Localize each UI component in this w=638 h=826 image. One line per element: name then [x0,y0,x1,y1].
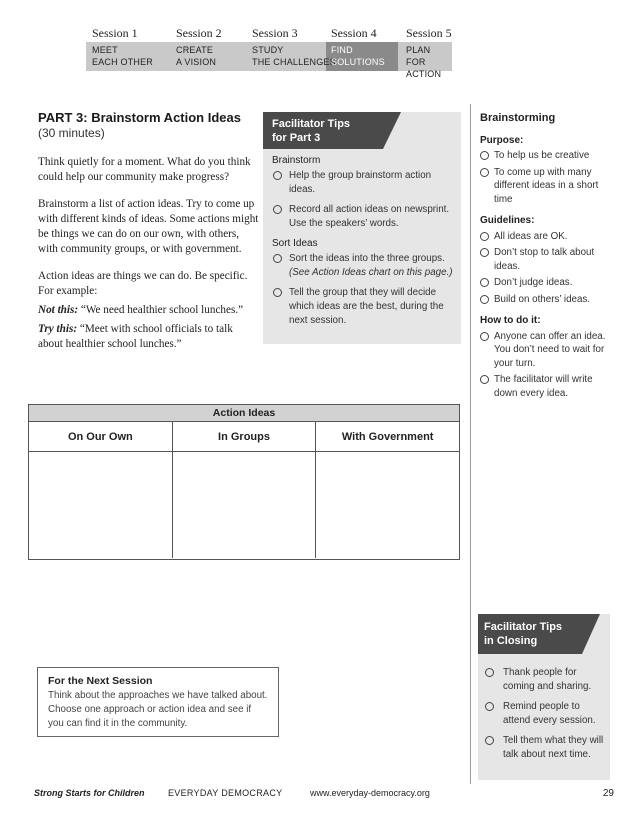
column-header-on-our-own: On Our Own [29,422,173,451]
circle-bullet-icon [273,254,282,263]
list-item: The facilitator will write down every idea. [480,373,616,400]
tip-item: Tell them what they will talk about next time. [484,734,608,762]
blank-cell-in-groups [173,452,317,558]
circle-bullet-icon [485,736,494,745]
circle-bullet-icon [480,168,489,177]
purpose-heading: Purpose: [480,134,524,146]
circle-bullet-icon [480,151,489,160]
session-4-subtitle: FIND SOLUTIONS [331,45,385,67]
list-item: All ideas are OK. [480,230,616,244]
list-item: Don’t stop to talk about ideas. [480,246,616,273]
tip-item: Record all action ideas on newsprint. Use the speakers’ words. [272,203,456,231]
session-5-label: Session 5 [406,26,452,40]
session-1-subtitle: MEET EACH OTHER [92,45,154,67]
action-ideas-table [28,404,460,560]
circle-bullet-icon [480,232,489,241]
blank-cell-with-government [316,452,459,558]
page-number: 29 [602,788,614,799]
brainstorming-sidebar [480,112,616,408]
circle-bullet-icon [480,248,489,257]
column-header-in-groups: In Groups [173,422,317,451]
brainstorm-heading: Brainstorm [272,155,321,166]
page-footer [34,788,614,802]
column-divider [470,104,471,784]
session-5-subtitle: PLAN FOR ACTION [406,45,442,79]
circle-bullet-icon [273,171,282,180]
circle-bullet-icon [273,205,282,214]
next-session-body: Think about the approaches we have talked about. Choose one approach or action idea and see if you can find it in the community. [48,690,268,729]
session-2-label: Session 2 [176,26,222,40]
tips-tab: Facilitator Tips in Closing [478,614,582,654]
circle-bullet-icon [273,288,282,297]
example-not-this: Not this: “We need healthier school lunches.” [38,304,244,316]
guidelines-heading: Guidelines: [480,215,535,226]
list-item: Don’t judge ideas. [480,276,616,290]
session-1-label: Session 1 [92,26,138,40]
circle-bullet-icon [485,668,494,677]
next-session-box [37,667,279,737]
sort-ideas-heading: Sort Ideas [272,238,318,249]
circle-bullet-icon [485,702,494,711]
footer-title: Strong Starts for Children [34,788,145,798]
tip-item: Remind people to attend every session. [484,700,608,728]
paragraph-think: Think quietly for a moment. What do you think could help our community make progress? [38,156,251,183]
session-4-label: Session 4 [331,26,377,40]
example-try-this: Try this: “Meet with school officials to talk about healthier school lunches.” [38,323,233,350]
part-title: PART 3: Brainstorm Action Ideas [38,110,241,125]
part-duration: (30 minutes) [38,126,105,140]
session-3-subtitle: STUDY THE CHALLENGES [252,45,336,67]
how-to-heading: How to do it: [480,315,541,326]
facilitator-tips-closing [478,614,610,780]
session-bar [86,42,452,79]
action-ideas-title: Action Ideas [29,405,459,422]
tip-item: Help the group brainstorm action ideas. [272,169,456,197]
tips-tab: Facilitator Tips for Part 3 [263,112,383,149]
list-item: To help us be creative [480,149,616,163]
session-progress-header [86,26,452,79]
list-item: To come up with many different ideas in a short time [480,166,616,207]
blank-cell-on-our-own [29,452,173,558]
session-3-label: Session 3 [252,26,298,40]
tip-item: Sort the ideas into the three groups. (See Action Ideas chart on this page.) [272,252,456,280]
circle-bullet-icon [480,332,489,341]
facilitator-tips-part-3 [263,112,461,344]
column-header-with-government: With Government [341,431,434,443]
circle-bullet-icon [480,375,489,384]
circle-bullet-icon [480,295,489,304]
main-instructions [38,155,260,364]
list-item: Build on others’ ideas. [480,293,616,307]
footer-organization: EVERYDAY DEMOCRACY [168,788,283,798]
footer-url: www.everyday-democracy.org [310,788,430,798]
tip-item: Tell the group that they will decide which ideas are the best, during the next session. [272,286,456,328]
circle-bullet-icon [480,278,489,287]
paragraph-action-ideas: Action ideas are things we can do. Be specific. For example: [38,270,248,297]
paragraph-brainstorm: Brainstorm a list of action ideas. Try to come up with different kinds of ideas. Some actions might be things we can do on our own, with others, with community groups, or with government. [38,198,259,255]
tip-item: Thank people for coming and sharing. [484,666,608,694]
brainstorming-title: Brainstorming [480,112,556,124]
session-2-subtitle: CREATE A VISION [176,45,217,67]
next-session-heading: For the Next Session [48,675,153,687]
list-item: Anyone can offer an idea. You don’t need to wait for your turn. [480,330,616,371]
